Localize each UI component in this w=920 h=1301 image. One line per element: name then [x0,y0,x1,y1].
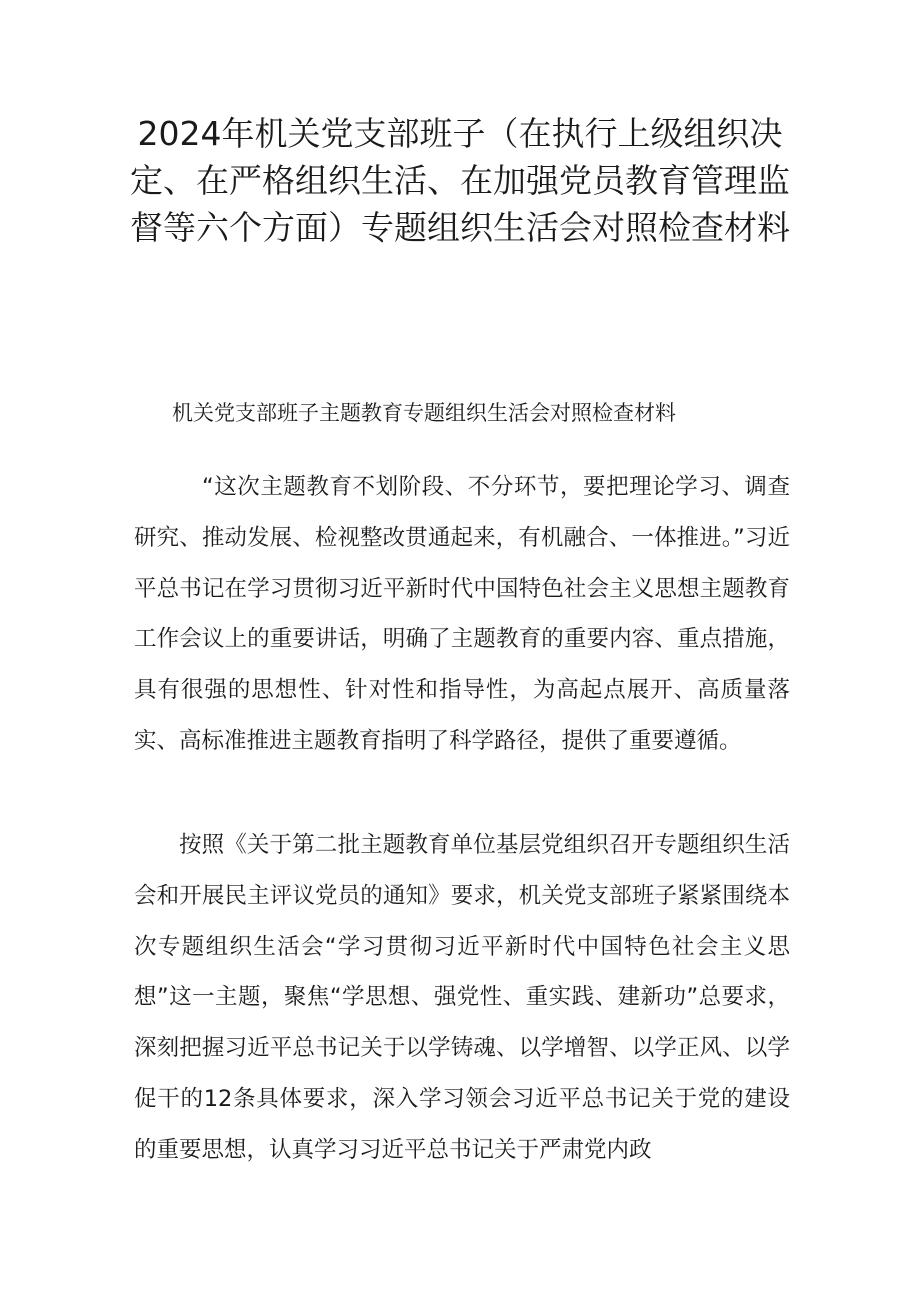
body-paragraph-2: 按照《关于第二批主题教育单位基层党组织召开专题组织生活会和开展民主评议党员的通知》要求，机关党支部班子紧紧围绕本次专题组织生活会“学习贯彻习近平新时代中国特色社会主义思想”这一主题，聚焦“学思想、强党性、重实践、建新功”总要求，深刻把握习近平总书记关于以学铸魂、以学增智、以学正风、以学促干的12条具体要求，深入学习领会习近平总书记关于党的建设的重要思想，认真学习习近平总书记关于严肃党内政 [134,832,790,1163]
document-title: 2024年机关党支部班子（在执行上级组织决定、在严格组织生活、在加强党员教育管理监督等六个方面）专题组织生活会对照检查材料 [130,114,790,247]
body-paragraph-1: “这次主题教育不划阶段、不分环节，要把理论学习、调查研究、推动发展、检视整改贯通起来，有机融合、一体推进。”习近平总书记在学习贯彻习近平新时代中国特色社会主义思想主题教育工作会议上的重要讲话，明确了主题教育的重要内容、重点措施，具有很强的思想性、针对性和指导性，为高起点展开、高质量落实、高标准推进主题教育指明了科学路径，提供了重要遵循。 [134,474,790,754]
document-subtitle: 机关党支部班子主题教育专题组织生活会对照检查材料 [172,401,676,425]
